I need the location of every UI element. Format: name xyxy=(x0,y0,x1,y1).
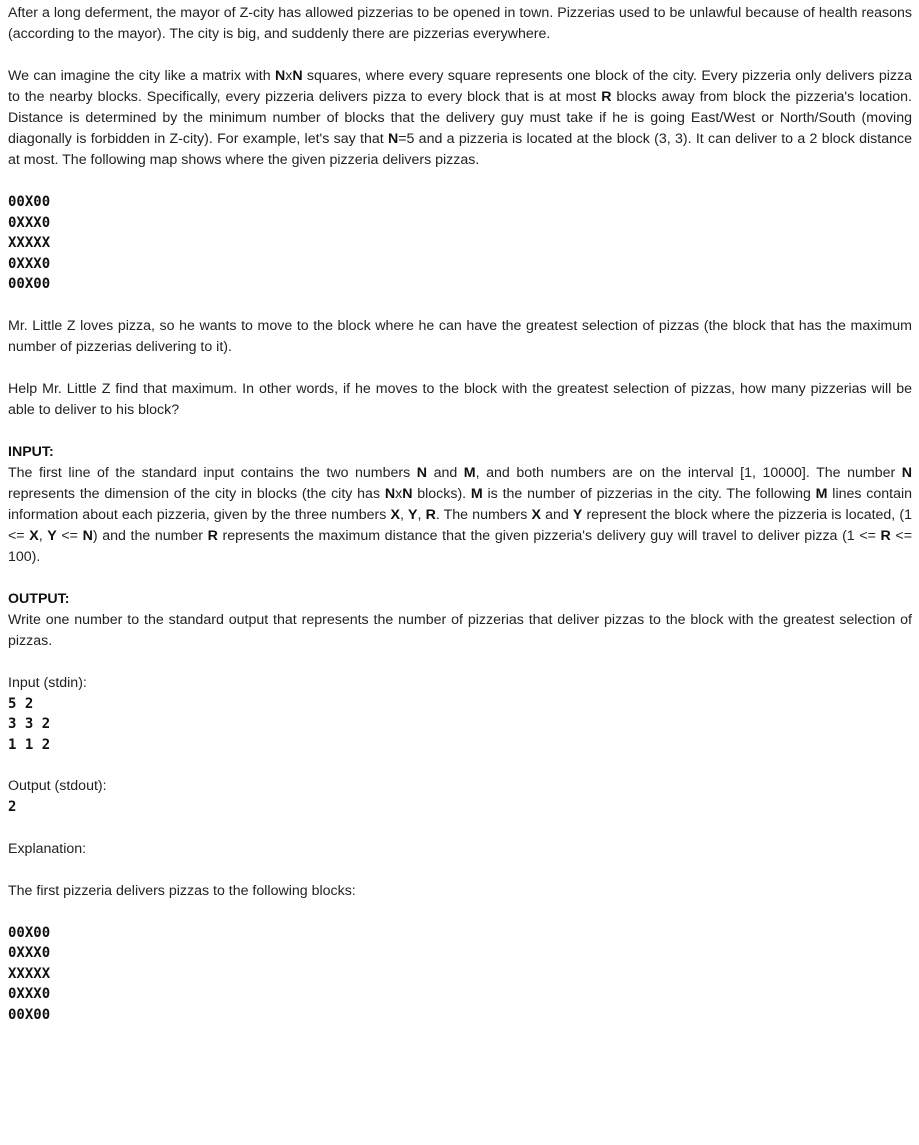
sample-input-line: 5 2 xyxy=(8,695,34,712)
first-pizzeria-paragraph: The first pizzeria delivers pizzas to the following blocks: xyxy=(8,882,356,899)
delivery-map-1 xyxy=(8,192,912,295)
input-heading: INPUT: xyxy=(8,443,54,460)
map-row: 0XXX0 xyxy=(8,986,51,1002)
map-row: 0XXX0 xyxy=(8,214,51,231)
map-row: 00X00 xyxy=(8,194,51,210)
explanation-label: Explanation: xyxy=(8,840,87,857)
sample-input xyxy=(8,694,912,756)
help-paragraph: Help Mr. Little Z find that maximum. In other words, if he moves to the block with the greatest selection of pizzas, how many pizzerias will be able to deliver to his block? xyxy=(8,380,912,418)
sample-output-value: 2 xyxy=(8,799,17,815)
problem-statement xyxy=(4,0,916,1025)
output-heading: OUTPUT: xyxy=(8,590,70,607)
map-row: XXXXX xyxy=(8,235,51,251)
intro-paragraph: After a long deferment, the mayor of Z-city has allowed pizzerias to be opened in town. Pizzerias used to be unlawful because of health reasons (according to the mayor). The city is big, and suddenly there are pizzerias everywhere. xyxy=(8,5,912,42)
description-paragraph: We can imagine the city like a matrix with NxN squares, where every square represents one block of the city. Every pizzeria only delivers pizza to the nearby blocks. Specifically, every pizzeria delivers pizza to every block that is at most R blocks away from block the pizzeria's location. Distance is determined by the minimum number of blocks that the delivery guy must take if he is going East/West or North/South (moving diagonally is forbidden in Z-city). For example, let's say that N=5 and a pizzeria is located at the block (3, 3). It can deliver to a 2 block distance at most. The following map shows where the given pizzeria delivers pizzas. xyxy=(8,68,912,168)
map-row: 0XXX0 xyxy=(8,945,51,961)
output-paragraph: Write one number to the standard output that represents the number of pizzerias that deliver pizzas to the block with the greatest selection of pizzas. xyxy=(8,611,912,649)
map-row: XXXXX xyxy=(8,965,51,982)
sample-input-line: 1 1 2 xyxy=(8,736,51,753)
map-row: 0XXX0 xyxy=(8,255,51,272)
map-row: 00X00 xyxy=(8,1006,51,1023)
input-paragraph: The first line of the standard input contains the two numbers N and M, and both numbers are on the interval [1, 10000]. The number N represents the dimension of the city in blocks (the city has NxN blocks). M is the number of pizzerias in the city. The following M lines contain information about each pizzeria, given by the three numbers X, Y, R. The numbers X and Y represent the block where the pizzeria is located, (1 <= X, Y <= N) and the number R represents the maximum distance that the given pizzeria's delivery guy will travel to deliver pizza (1 <= R <= 100). xyxy=(8,464,913,565)
sample-output-label: Output (stdout): xyxy=(8,778,107,794)
sample-input-line: 3 3 2 xyxy=(8,716,51,732)
delivery-map-2 xyxy=(8,923,912,1026)
little-z-paragraph: Mr. Little Z loves pizza, so he wants to move to the block where he can have the greatest selection of pizzas (the block that has the maximum number of pizzerias delivering to it). xyxy=(8,317,912,355)
sample-input-label: Input (stdin): xyxy=(8,674,87,691)
map-row: 00X00 xyxy=(8,276,51,292)
map-row: 00X00 xyxy=(8,924,51,941)
